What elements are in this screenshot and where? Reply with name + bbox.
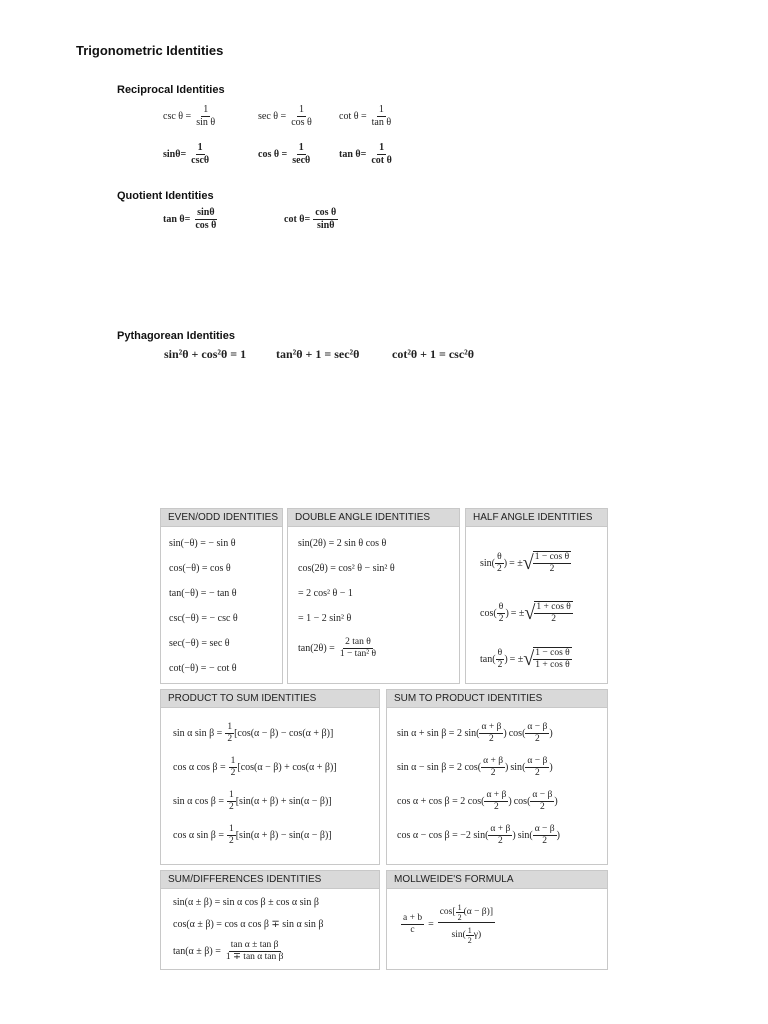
sum-to-product-item: cos α − cos β = −2 sin ( $\frac{\alpha + \beta}{2}$ ) sin ( $\frac{\alpha - \beta}{2}$ ) [397,823,560,846]
half-angle-cos: cos ( $\frac{\theta}{2}$ ) = ± √ $\frac{\text{1 + cos θ}}{2}$ [480,601,571,624]
document-title: Trigonometric Identities [76,43,224,58]
even-odd-item: cos(−θ) = cos θ [169,563,231,574]
even-odd-item: sin(−θ) = − sin θ [169,538,236,549]
quotient-cot: cot θ= $\frac{\text{cos θ}}{\sin\theta}$ [284,207,337,231]
double-angle-item: = 1 − 2 sin² θ [298,613,352,624]
product-to-sum-item: cos α cos β = $\frac{1}{2}$ [cos(α − β) + cos(α + β)] [173,755,337,778]
even-odd-item: sec(−θ) = sec θ [169,638,230,649]
double-angle-heading: DOUBLE ANGLE IDENTITIES [288,509,459,527]
sum-to-product-heading: SUM TO PRODUCT IDENTITIES [387,690,607,708]
even-odd-item: csc(−θ) = − csc θ [169,613,238,624]
reciprocal-sec: sec θ = $\frac{1}{\text{cos θ}}$ [258,104,312,128]
sum-diff-sin: sin(α ± β) = sin α cos β ± cos α sin β [173,896,319,908]
product-to-sum-heading: PRODUCT TO SUM IDENTITIES [161,690,379,708]
sum-diff-cos: cos(α ± β) = cos α cos β ∓ sin α sin β [173,918,324,930]
even-odd-item: tan(−θ) = − tan θ [169,588,237,599]
double-angle-item: sin(2θ) = 2 sin θ cos θ [298,538,387,549]
half-angle-tan: tan ( $\frac{\theta}{2}$ ) = ± √ $\frac{\text{1 − cos θ}}{\text{1 + cos θ}}$ [480,647,570,670]
mollweide-box [386,870,608,970]
mollweide-formula: $\frac{a + b}{c}$ = cos [ $\frac{1}{2}$ (α − β) ] sin ( $\frac{1}{2}$ γ ) [403,903,493,945]
reciprocal-csc: csc θ = $\frac{1}{\text{sin θ}}$ [163,104,216,128]
pythagorean-heading: Pythagorean Identities [117,330,235,342]
half-angle-box [465,508,608,684]
even-odd-heading: EVEN/ODD IDENTITIES [161,509,282,527]
sum-to-product-item: sin α + sin β = 2 sin ( $\frac{\alpha + \beta}{2}$ ) cos ( $\frac{\alpha - \beta}{2}$ ) [397,721,553,744]
double-angle-item: = 2 cos² θ − 1 [298,588,353,599]
pythagorean-tan-sec: tan²θ + 1 = sec²θ [276,347,360,361]
sum-diff-tan: tan(α ± β) = $\frac{\text{tan α ± tan β}}{\text{1 ∓ tan α tan β}}$ [173,939,284,962]
double-angle-item: cos(2θ) = cos² θ − sin² θ [298,563,395,574]
even-odd-item: cot(−θ) = − cot θ [169,663,237,674]
reciprocal-sin: sinθ= $\frac{1}{\csc\theta}$ [163,142,210,166]
sum-to-product-item: cos α + cos β = 2 cos ( $\frac{\alpha + \beta}{2}$ ) cos ( $\frac{\alpha - \beta}{2}$ ) [397,789,558,812]
sum-to-product-item: sin α − sin β = 2 cos ( $\frac{\alpha + \beta}{2}$ ) sin ( $\frac{\alpha - \beta}{2}$ ) [397,755,553,778]
mollweide-heading: MOLLWEIDE'S FORMULA [387,871,607,889]
sum-to-product-box [386,689,608,865]
pythagorean-cot-csc: cot²θ + 1 = csc²θ [392,347,475,361]
reciprocal-heading: Reciprocal Identities [117,84,225,96]
product-to-sum-item: sin α cos β = $\frac{1}{2}$ [sin(α + β) + sin(α − β)] [173,789,332,812]
quotient-tan: tan θ= $\frac{\sin\theta}{\text{cos θ}}$ [163,207,217,231]
double-angle-tan: tan(2θ) = $\frac{\text{2 tan θ}}{\text{1 − tan² θ}}$ [298,636,377,659]
pythagorean-sin-cos: sin²θ + cos²θ = 1 [164,347,247,361]
half-angle-sin: sin ( $\frac{\theta}{2}$ ) = ± √ $\frac{\text{1 − cos θ}}{2}$ [480,551,570,574]
half-angle-heading: HALF ANGLE IDENTITIES [466,509,607,527]
double-angle-box [287,508,460,684]
product-to-sum-box [160,689,380,865]
reciprocal-tan: tan θ= $\frac{1}{\text{cot θ}}$ [339,142,392,166]
product-to-sum-item: sin α sin β = $\frac{1}{2}$ [cos(α − β) − cos(α + β)] [173,721,334,744]
sum-diff-heading: SUM/DIFFERENCES IDENTITIES [161,871,379,889]
sum-diff-box [160,870,380,970]
reciprocal-cot: cot θ = $\frac{1}{\text{tan θ}}$ [339,104,392,128]
quotient-heading: Quotient Identities [117,190,214,202]
even-odd-box [160,508,283,684]
reciprocal-cos: cos θ = $\frac{1}{\sec\theta}$ [258,142,311,166]
product-to-sum-item: cos α sin β = $\frac{1}{2}$ [sin(α + β) − sin(α − β)] [173,823,332,846]
